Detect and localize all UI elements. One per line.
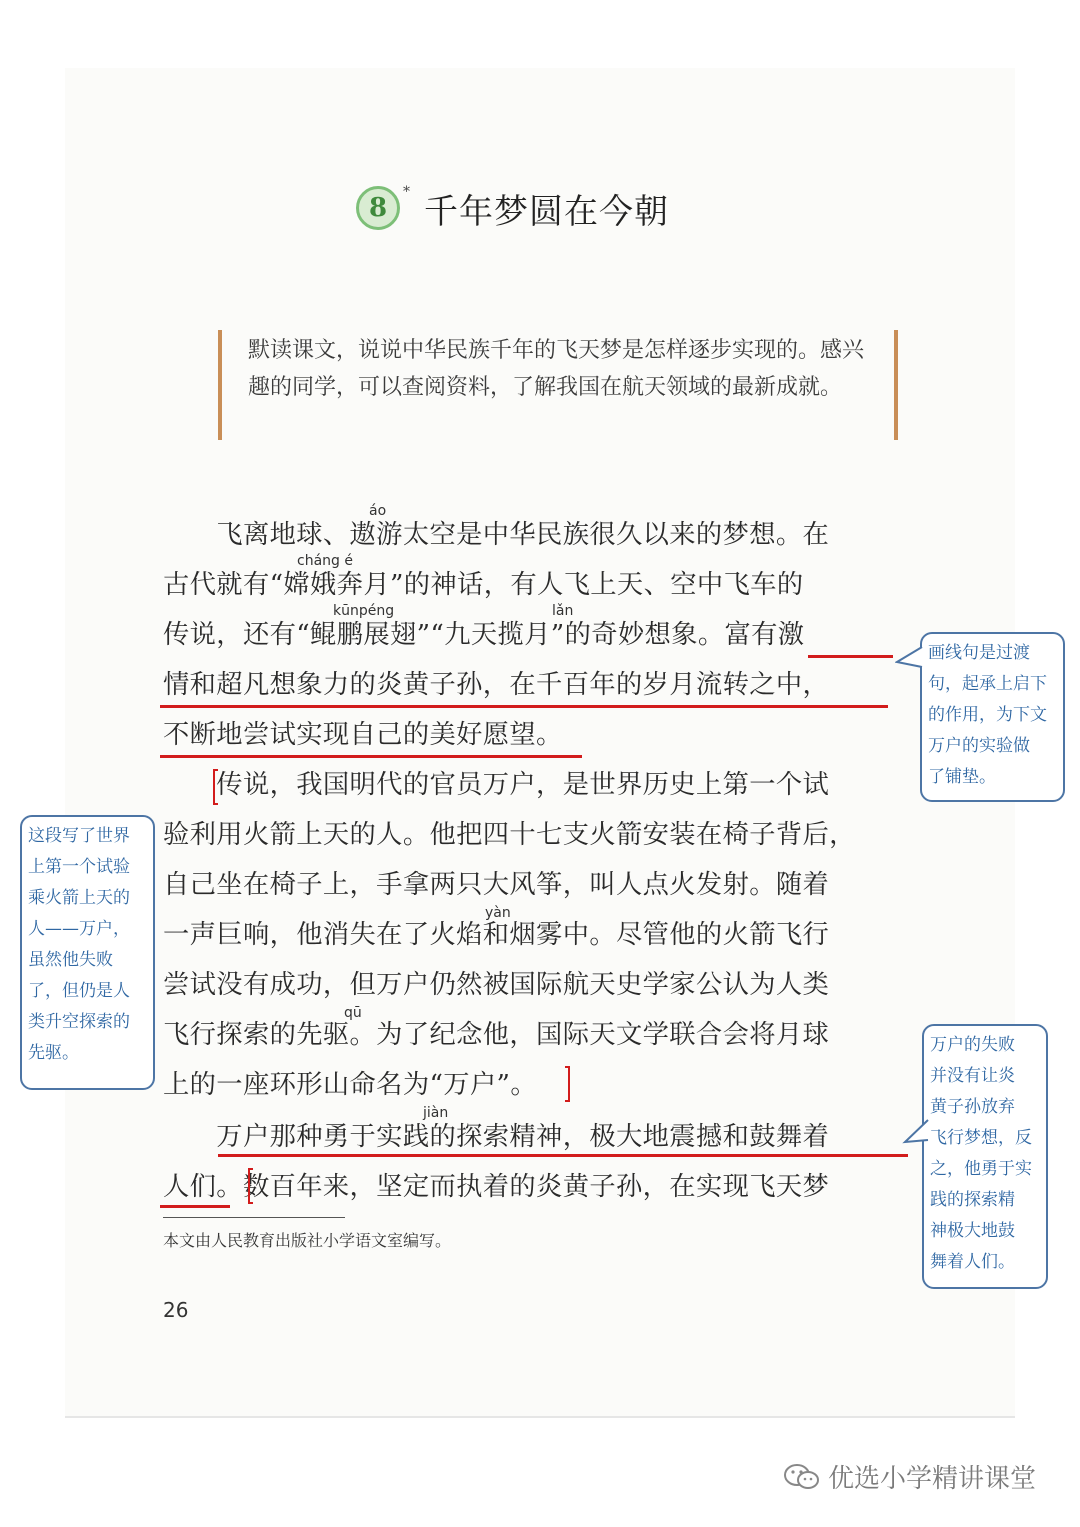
note-text: 这段写了世界 上第一个试验 乘火箭上天的 人——万户， 虽然他失败 了，但仍是人 类升空探索的 先驱。 [28,826,130,1063]
divider [65,1416,1015,1418]
text-line: 传说，我国明代的官员万户，是世界历史上第一个试 [163,770,830,800]
text-line: 传说，还有“鲲鹏展翅”“九天揽月”的奇妙想象。富有激 [163,620,805,650]
self-study-star: * [403,184,410,200]
note-pointer [895,645,925,675]
footnote: 本文由人民教育出版社小学语文室编写。 [163,1231,452,1250]
pinyin-change: cháng é [297,553,353,569]
tip-left-bar [218,330,222,440]
text-line: 验利用火箭上天的人。他把四十七支火箭安装在椅子背后， [163,820,856,850]
red-underline [218,1154,908,1157]
tip-right-bar [894,330,898,440]
pinyin-kunpeng: kūnpéng [333,603,395,619]
text-line: 飞行探索的先驱。为了纪念他，国际天文学联合会将月球 [163,1020,830,1050]
reading-tip-box [218,330,898,440]
reading-tip-text: 默读课文，说说中华民族千年的飞天梦是怎样逐步实现的。感兴趣的同学，可以查阅资料，了解我国在航天领域的最新成就。 [248,338,865,400]
annotation-note-inspiration [922,1024,1048,1289]
text-line: 不断地尝试实现自己的美好愿望。 [163,720,563,750]
text-line: 人们。数百年来，坚定而执着的炎黄子孙，在实现飞天梦 [163,1172,830,1202]
text-line: 古代就有“嫦娥奔月”的神话，有人飞上天、空中飞车的 [163,570,804,600]
pinyin-jian: jiàn [423,1105,449,1121]
annotation-note-transition [920,632,1065,802]
text-line: 一声巨响，他消失在了火焰和烟雾中。尽管他的火箭飞行 [163,920,830,950]
red-bracket-open [213,769,218,805]
lesson-title: 千年梦圆在今朝 [424,191,669,232]
text-line: 尝试没有成功，但万户仍然被国际航天史学家公认为人类 [163,970,830,1000]
red-bracket-open [248,1168,253,1204]
text-line: 飞离地球、遨游太空是中华民族很久以来的梦想。在 [163,520,830,550]
red-bracket-close [565,1066,570,1102]
red-underline [160,755,582,758]
text-line: 上的一座环形山命名为“万户”。 [163,1070,537,1100]
text-line: 自己坐在椅子上，手拿两只大风筝，叫人点火发射。随着 [163,870,830,900]
annotation-note-wanhu [20,815,155,1090]
lesson-number-badge [356,186,400,230]
pinyin-lan: lǎn [552,603,574,619]
footnote-rule [163,1217,345,1218]
note-pointer [902,1118,930,1152]
lesson-number: 8 [368,193,388,223]
page-number: 26 [163,1298,189,1322]
pinyin-ao: áo [369,503,387,519]
lesson-heading [356,182,669,234]
red-underline [160,1205,230,1208]
note-text: 画线句是过渡 句，起承上启下 的作用，为下文 万户的实验做 了铺垫。 [928,643,1047,787]
red-underline [808,655,893,658]
wechat-icon [782,1462,822,1492]
note-text: 万户的失败 并没有让炎 黄子孙放弃 飞行梦想，反 之，他勇于实 践的探索精 神极大地鼓 舞着人们。 [930,1035,1032,1272]
pinyin-yan: yàn [485,905,511,921]
watermark-text: 优选小学精讲课堂 [828,1464,1037,1494]
text-line: 万户那种勇于实践的探索精神，极大地震撼和鼓舞着 [163,1122,830,1152]
pinyin-qu: qū [344,1005,362,1021]
text-line: 情和超凡想象力的炎黄子孙，在千百年的岁月流转之中， [163,670,830,700]
red-underline [160,705,888,708]
wechat-watermark [782,1458,1036,1495]
